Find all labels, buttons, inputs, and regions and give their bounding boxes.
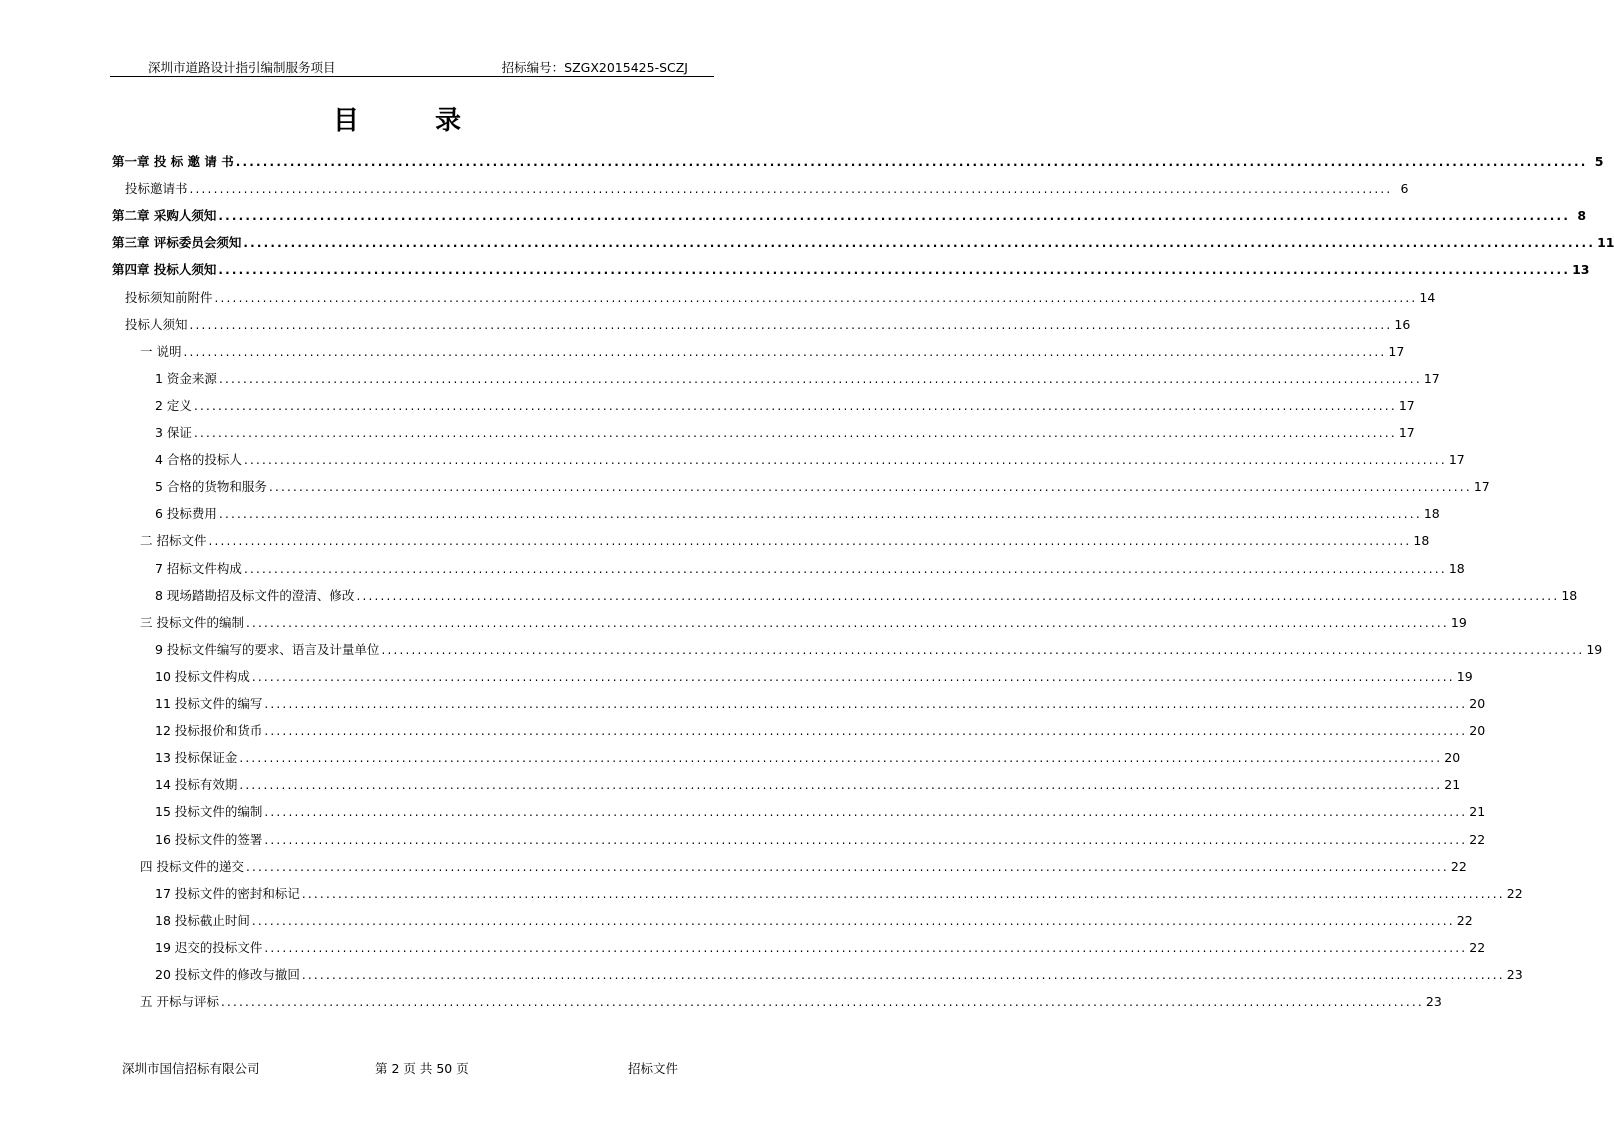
toc-entry-page: 18: [1561, 587, 1578, 603]
toc-entry-page: 19: [1586, 641, 1603, 657]
toc-entry-page: 23: [1425, 994, 1442, 1010]
toc-leader-dots: ........................................................................................................................................................................................................: [381, 642, 1585, 657]
toc-entry[interactable]: [0, 775, 1461, 793]
toc-entry[interactable]: [0, 288, 1436, 306]
toc-entry[interactable]: [0, 802, 1486, 820]
toc-entry[interactable]: [0, 748, 1461, 766]
toc-entry-label: 16 投标文件的签署: [155, 831, 263, 847]
toc-leader-dots: ........................................................................................................................................................................................................: [264, 805, 1468, 820]
toc-leader-dots: ........................................................................................................................................................................................................: [301, 968, 1505, 982]
toc-entry-page: 22: [1469, 939, 1486, 955]
toc-entry-page: 17: [1448, 452, 1465, 468]
toc-entry-label: 19 迟交的投标文件: [155, 939, 263, 955]
toc-entry-label: 15 投标文件的编制: [155, 804, 263, 820]
toc-entry-label: 投标邀请书: [125, 181, 188, 197]
toc-entry[interactable]: [0, 559, 1465, 577]
toc-entry[interactable]: [0, 152, 1604, 170]
toc-entry-label: 二 招标文件: [140, 533, 207, 549]
toc-leader-dots: ........................................................................................................................................................................................................: [264, 940, 1468, 955]
toc-entry-label: 一 说明: [140, 343, 182, 359]
toc-leader-dots: ........................................................................................................................................................................................................: [218, 371, 1422, 386]
toc-entry[interactable]: [0, 423, 1415, 441]
toc-entry[interactable]: [0, 315, 1411, 333]
toc-entry-label: 18 投标截止时间: [155, 912, 250, 928]
title-char-1: 目: [332, 106, 359, 136]
toc-entry[interactable]: [0, 477, 1490, 495]
toc-entry-label: 5 合格的货物和服务: [155, 479, 267, 495]
toc-entry-label: 17 投标文件的密封和标记: [155, 885, 300, 901]
toc-leader-dots: ........................................................................................................................................................................................................: [208, 534, 1412, 549]
toc-entry[interactable]: [0, 640, 1603, 658]
toc-leader-dots: ........................................................................................................................................................................................................: [264, 832, 1468, 847]
toc-entry[interactable]: [0, 911, 1473, 929]
toc-entry-label: 8 现场踏勘招及标文件的澄清、修改: [155, 587, 355, 603]
toc-leader-dots: ........................................................................................................................................................................................................: [220, 995, 1424, 1010]
toc-entry-label: 投标人须知: [125, 316, 188, 332]
toc-entry[interactable]: [0, 694, 1486, 712]
toc-leader-dots: ........................................................................................................................................................................................................: [193, 426, 1397, 440]
toc-entry-label: 投标须知前附件: [125, 289, 213, 305]
toc-entry-label: 第三章 评标委员会须知: [112, 235, 242, 251]
toc-leader-dots: ........................................................................................................................................................................................................: [245, 615, 1449, 630]
toc-entry[interactable]: [0, 179, 1409, 197]
toc-leader-dots: ........................................................................................................................................................................................................: [193, 398, 1397, 413]
toc-entry-page: 16: [1394, 316, 1411, 332]
toc-entry-page: 17: [1398, 425, 1415, 440]
footer-doc-type: 招标文件: [628, 1061, 679, 1076]
toc-entry[interactable]: [0, 206, 1587, 224]
toc-leader-dots: ........................................................................................................................................................................................................: [251, 913, 1455, 928]
toc-leader-dots: ........................................................................................................................................................................................................: [218, 263, 1571, 278]
toc-entry-page: 22: [1456, 912, 1473, 928]
toc-entry-page: 20: [1444, 750, 1461, 766]
toc-entry[interactable]: [0, 586, 1578, 604]
toc-entry-page: 18: [1413, 533, 1430, 549]
page-footer: [0, 1059, 794, 1075]
page-header: [110, 58, 714, 77]
toc-entry-page: 6: [1400, 181, 1409, 197]
toc-leader-dots: ........................................................................................................................................................................................................: [239, 751, 1443, 766]
toc-leader-dots: ........................................................................................................................................................................................................: [218, 209, 1571, 224]
toc-leader-dots: ........................................................................................................................................................................................................: [251, 669, 1455, 684]
footer-page-info: 第 2 页 共 50 页: [375, 1061, 469, 1076]
header-bid-number: 招标编号：SZGX2015425-SCZJ: [501, 60, 688, 75]
toc-entry[interactable]: [0, 369, 1440, 387]
toc-entry-page: 18: [1448, 560, 1465, 576]
toc-entry-page: 20: [1469, 696, 1486, 711]
toc-entry-page: 5: [1594, 154, 1604, 169]
toc-entry-page: 17: [1388, 343, 1405, 359]
toc-entry[interactable]: [0, 667, 1473, 685]
toc-entry-page: 22: [1506, 885, 1523, 901]
toc-entry-label: 9 投标文件编写的要求、语言及计量单位: [155, 641, 380, 657]
toc-entry-label: 13 投标保证金: [155, 750, 238, 766]
toc-entry[interactable]: [0, 531, 1430, 549]
toc-entry-label: 6 投标费用: [155, 506, 217, 522]
toc-entry-label: 三 投标文件的编制: [140, 614, 244, 630]
toc-entry[interactable]: [0, 938, 1486, 956]
toc-entry-label: 3 保证: [155, 425, 192, 440]
toc-entry-page: 23: [1506, 967, 1523, 982]
toc-leader-dots: ........................................................................................................................................................................................................: [243, 561, 1447, 576]
toc-leader-dots: ........................................................................................................................................................................................................: [235, 155, 1588, 169]
toc-entry[interactable]: [0, 504, 1440, 522]
toc-leader-dots: ........................................................................................................................................................................................................: [183, 344, 1387, 359]
toc-entry[interactable]: [0, 830, 1486, 848]
toc-entry-label: 四 投标文件的递交: [140, 858, 244, 874]
toc-entry-label: 第二章 采购人须知: [112, 208, 217, 224]
toc-entry[interactable]: [0, 613, 1467, 631]
toc-entry[interactable]: [0, 992, 1442, 1010]
toc-entry-page: 14: [1419, 289, 1436, 305]
toc-leader-dots: ........................................................................................................................................................................................................: [243, 453, 1447, 468]
toc-entry-page: 19: [1450, 614, 1467, 630]
toc-entry-page: 19: [1456, 668, 1473, 684]
toc-leader-dots: ........................................................................................................................................................................................................: [218, 507, 1422, 522]
toc-entry-label: 1 资金来源: [155, 370, 217, 386]
toc-entry-label: 14 投标有效期: [155, 777, 238, 793]
toc-entry-label: 第一章 投 标 邀 请 书: [112, 154, 234, 169]
toc-entry-label: 2 定义: [155, 397, 192, 413]
toc-entry-page: 21: [1444, 777, 1461, 793]
toc-leader-dots: ........................................................................................................................................................................................................: [264, 697, 1468, 711]
toc-entry-page: 17: [1473, 479, 1490, 495]
toc-entry-page: 18: [1423, 506, 1440, 522]
footer-company: 深圳市国信招标有限公司: [122, 1061, 260, 1076]
toc-leader-dots: ........................................................................................................................................................................................................: [301, 886, 1505, 901]
toc-entry-page: 21: [1469, 804, 1486, 820]
title-char-2: 录: [435, 106, 462, 136]
toc-leader-dots: ........................................................................................................................................................................................................: [189, 317, 1393, 332]
toc-entry-page: 13: [1572, 262, 1590, 278]
page-title: [0, 100, 794, 137]
toc-entry-page: 22: [1469, 831, 1486, 847]
toc-entry-label: 五 开标与评标: [140, 994, 219, 1010]
toc-leader-dots: ........................................................................................................................................................................................................: [268, 480, 1472, 495]
toc-entry-page: 22: [1450, 858, 1467, 874]
toc-leader-dots: ........................................................................................................................................................................................................: [189, 182, 1393, 197]
toc-leader-dots: ........................................................................................................................................................................................................: [214, 290, 1418, 305]
toc-entry[interactable]: [0, 342, 1405, 360]
toc-entry-page: 17: [1398, 397, 1415, 413]
toc-entry[interactable]: [0, 233, 1614, 251]
toc-leader-dots: ........................................................................................................................................................................................................: [239, 778, 1443, 793]
toc-leader-dots: ........................................................................................................................................................................................................: [356, 588, 1560, 603]
toc-entry-label: 7 招标文件构成: [155, 560, 242, 576]
toc-entry-label: 第四章 投标人须知: [112, 262, 217, 278]
toc-entry[interactable]: [0, 260, 1590, 278]
toc-entry-page: 8: [1577, 208, 1587, 224]
toc-leader-dots: ........................................................................................................................................................................................................: [264, 724, 1468, 739]
toc-entry-page: 17: [1423, 370, 1440, 386]
toc-entry[interactable]: [0, 396, 1415, 414]
toc-entry[interactable]: [0, 857, 1467, 875]
toc-entry[interactable]: [0, 884, 1523, 902]
toc-leader-dots: ........................................................................................................................................................................................................: [245, 859, 1449, 874]
toc-leader-dots: ........................................................................................................................................................................................................: [243, 236, 1596, 251]
toc-entry-label: 20 投标文件的修改与撤回: [155, 967, 300, 982]
toc-entry-label: 11 投标文件的编写: [155, 696, 263, 711]
toc-entry[interactable]: [0, 965, 1523, 983]
header-project-name: 深圳市道路设计指引编制服务项目: [148, 60, 336, 75]
toc-entry-label: 4 合格的投标人: [155, 452, 242, 468]
toc-entry-page: 11: [1597, 235, 1614, 251]
toc-entry-page: 20: [1469, 723, 1486, 739]
toc-entry[interactable]: [0, 721, 1486, 739]
toc-entry-label: 12 投标报价和货币: [155, 723, 263, 739]
toc-entry-label: 10 投标文件构成: [155, 668, 250, 684]
toc-entry[interactable]: [0, 450, 1465, 468]
